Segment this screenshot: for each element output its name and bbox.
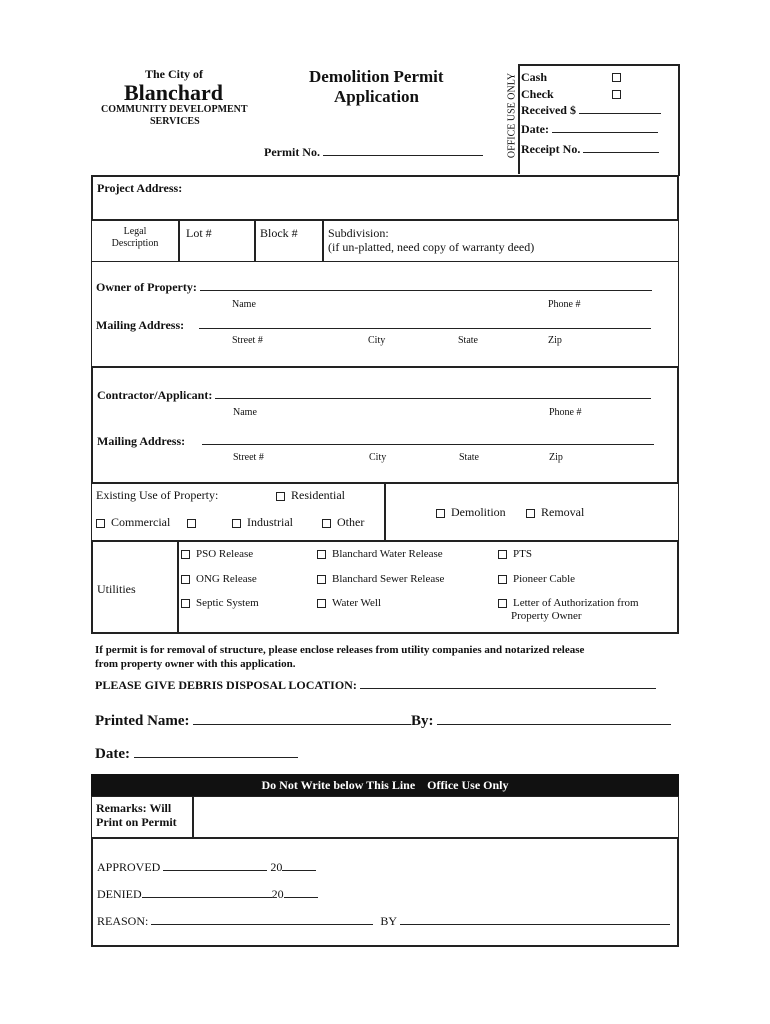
- office-receipt-field[interactable]: Receipt No.: [521, 140, 659, 157]
- project-address-box[interactable]: [91, 175, 679, 221]
- water-release-checkbox[interactable]: [317, 550, 326, 559]
- demolition-checkbox[interactable]: [436, 509, 445, 518]
- office-date-field[interactable]: Date:: [521, 120, 658, 137]
- contractor-name-caption: Name: [233, 407, 257, 418]
- septic-system-option[interactable]: Septic System: [181, 597, 259, 609]
- remarks-label-line1: Remarks: Will: [96, 801, 172, 815]
- contractor-label: Contractor/Applicant: [97, 388, 209, 402]
- form-title-line1: Demolition Permit: [309, 67, 444, 86]
- by-label: By:: [411, 713, 434, 729]
- office-check: Check: [521, 87, 554, 101]
- residential-checkbox[interactable]: [276, 492, 285, 501]
- pso-release-checkbox[interactable]: [181, 550, 190, 559]
- removal-option[interactable]: Removal: [526, 505, 584, 520]
- office-cash: Cash: [521, 70, 548, 84]
- remarks-box: [91, 796, 679, 838]
- approval-box: [91, 837, 679, 947]
- industrial-checkbox[interactable]: [232, 519, 241, 528]
- approved-field[interactable]: APPROVED 20: [97, 858, 316, 875]
- sewer-release-checkbox[interactable]: [317, 575, 326, 584]
- ong-release-checkbox[interactable]: [181, 575, 190, 584]
- contractor-field[interactable]: Contractor/Applicant:: [97, 386, 651, 403]
- denied-field[interactable]: DENIED 20: [97, 885, 318, 902]
- office-received-field[interactable]: Received $: [521, 101, 661, 118]
- owner-street-caption: Street #: [232, 335, 263, 346]
- sewer-release-option[interactable]: Blanchard Sewer Release: [317, 573, 444, 585]
- owner-city-caption: City: [368, 335, 386, 346]
- date-field[interactable]: [95, 744, 298, 763]
- city-name: Blanchard: [124, 80, 224, 105]
- subdivision-label[interactable]: Subdivision:: [328, 226, 389, 240]
- contractor-mailing-label: Mailing Address: [97, 434, 182, 448]
- owner-section: [91, 261, 679, 367]
- debris-location-field[interactable]: [95, 676, 656, 693]
- owner-name-caption: Name: [232, 299, 256, 310]
- removal-note-line2: from property owner with this application.: [95, 658, 296, 670]
- residential-option[interactable]: Residential: [276, 488, 345, 503]
- contractor-state-caption: State: [459, 452, 479, 463]
- lot-field[interactable]: Lot #: [186, 226, 212, 240]
- office-use-header: Do Not Write below This Line Office Use Only: [91, 774, 679, 797]
- existing-use-label: Existing Use of Property:: [96, 488, 219, 502]
- pts-option[interactable]: PTS: [498, 548, 532, 560]
- letter-authorization-option[interactable]: Letter of Authorization from Property Owner: [498, 597, 639, 623]
- blank-use-checkbox[interactable]: [187, 519, 196, 528]
- utilities-label: Utilities: [97, 582, 136, 596]
- reason-label: REASON:: [97, 914, 149, 928]
- city-of-label: The City of: [145, 67, 203, 81]
- dept-line2: SERVICES: [150, 116, 200, 127]
- pts-checkbox[interactable]: [498, 550, 507, 559]
- owner-mailing-label: Mailing Address: [96, 318, 181, 332]
- owner-state-caption: State: [458, 335, 478, 346]
- denied-label: DENIED: [97, 887, 142, 901]
- remarks-input[interactable]: [194, 797, 676, 837]
- legal-row: [91, 220, 679, 262]
- approval-by-label: BY: [380, 914, 397, 928]
- ong-release-option[interactable]: ONG Release: [181, 573, 257, 585]
- legal-desc-line1: Legal: [123, 226, 147, 237]
- utilities-section: [91, 540, 679, 634]
- permit-no-label: Permit No.: [264, 145, 320, 159]
- contractor-street-caption: Street #: [233, 452, 264, 463]
- contractor-zip-caption: Zip: [549, 452, 563, 463]
- water-well-option[interactable]: Water Well: [317, 597, 381, 609]
- commercial-option[interactable]: Commercial: [96, 515, 170, 530]
- removal-checkbox[interactable]: [526, 509, 535, 518]
- water-release-option[interactable]: Blanchard Water Release: [317, 548, 443, 560]
- dept-line1: COMMUNITY DEVELOPMENT: [101, 104, 248, 115]
- owner-phone-caption: Phone #: [548, 299, 581, 310]
- printed-name-label: Printed Name:: [95, 713, 190, 729]
- block-field[interactable]: Block #: [260, 226, 298, 240]
- contractor-city-caption: City: [369, 452, 387, 463]
- subdivision-note: (if un-platted, need copy of warranty deed): [328, 240, 535, 254]
- debris-location-label: PLEASE GIVE DEBRIS DISPOSAL LOCATION:: [95, 678, 357, 692]
- date-label: Date:: [95, 746, 130, 762]
- other-option[interactable]: Other: [322, 515, 364, 530]
- by-field[interactable]: [411, 711, 671, 730]
- contractor-mailing-field[interactable]: Mailing Address:: [97, 432, 654, 449]
- industrial-option[interactable]: Industrial: [232, 515, 293, 530]
- cash-checkbox[interactable]: [612, 73, 621, 82]
- form-title-line2: Application: [334, 87, 420, 106]
- pso-release-option[interactable]: PSO Release: [181, 548, 253, 560]
- letter-authorization-checkbox[interactable]: [498, 599, 507, 608]
- other-checkbox[interactable]: [322, 519, 331, 528]
- existing-use-section: [91, 483, 679, 541]
- reason-field[interactable]: [97, 912, 670, 929]
- water-well-checkbox[interactable]: [317, 599, 326, 608]
- project-address-label: Project Address:: [97, 181, 183, 195]
- legal-desc-line2: Description: [111, 238, 159, 249]
- demolition-option[interactable]: Demolition: [436, 505, 506, 520]
- owner-label: Owner of Property: [96, 280, 193, 294]
- commercial-checkbox[interactable]: [96, 519, 105, 528]
- permit-no-field[interactable]: [264, 143, 483, 160]
- check-checkbox[interactable]: [612, 90, 621, 99]
- contractor-phone-caption: Phone #: [549, 407, 582, 418]
- printed-name-field[interactable]: [95, 711, 411, 730]
- owner-field[interactable]: Owner of Property:: [96, 278, 652, 295]
- owner-mailing-field[interactable]: Mailing Address:: [96, 316, 651, 333]
- septic-system-checkbox[interactable]: [181, 599, 190, 608]
- office-use-vertical-label: OFFICE USE ONLY: [506, 72, 518, 159]
- pioneer-cable-option[interactable]: Pioneer Cable: [498, 573, 575, 585]
- owner-zip-caption: Zip: [548, 335, 562, 346]
- pioneer-cable-checkbox[interactable]: [498, 575, 507, 584]
- remarks-label-line2: Print on Permit: [96, 815, 177, 829]
- removal-note-line1: If permit is for removal of structure, please enclose releases from utility companies and notarized release: [95, 644, 585, 656]
- approved-label: APPROVED: [97, 860, 161, 874]
- contractor-section: [91, 366, 679, 484]
